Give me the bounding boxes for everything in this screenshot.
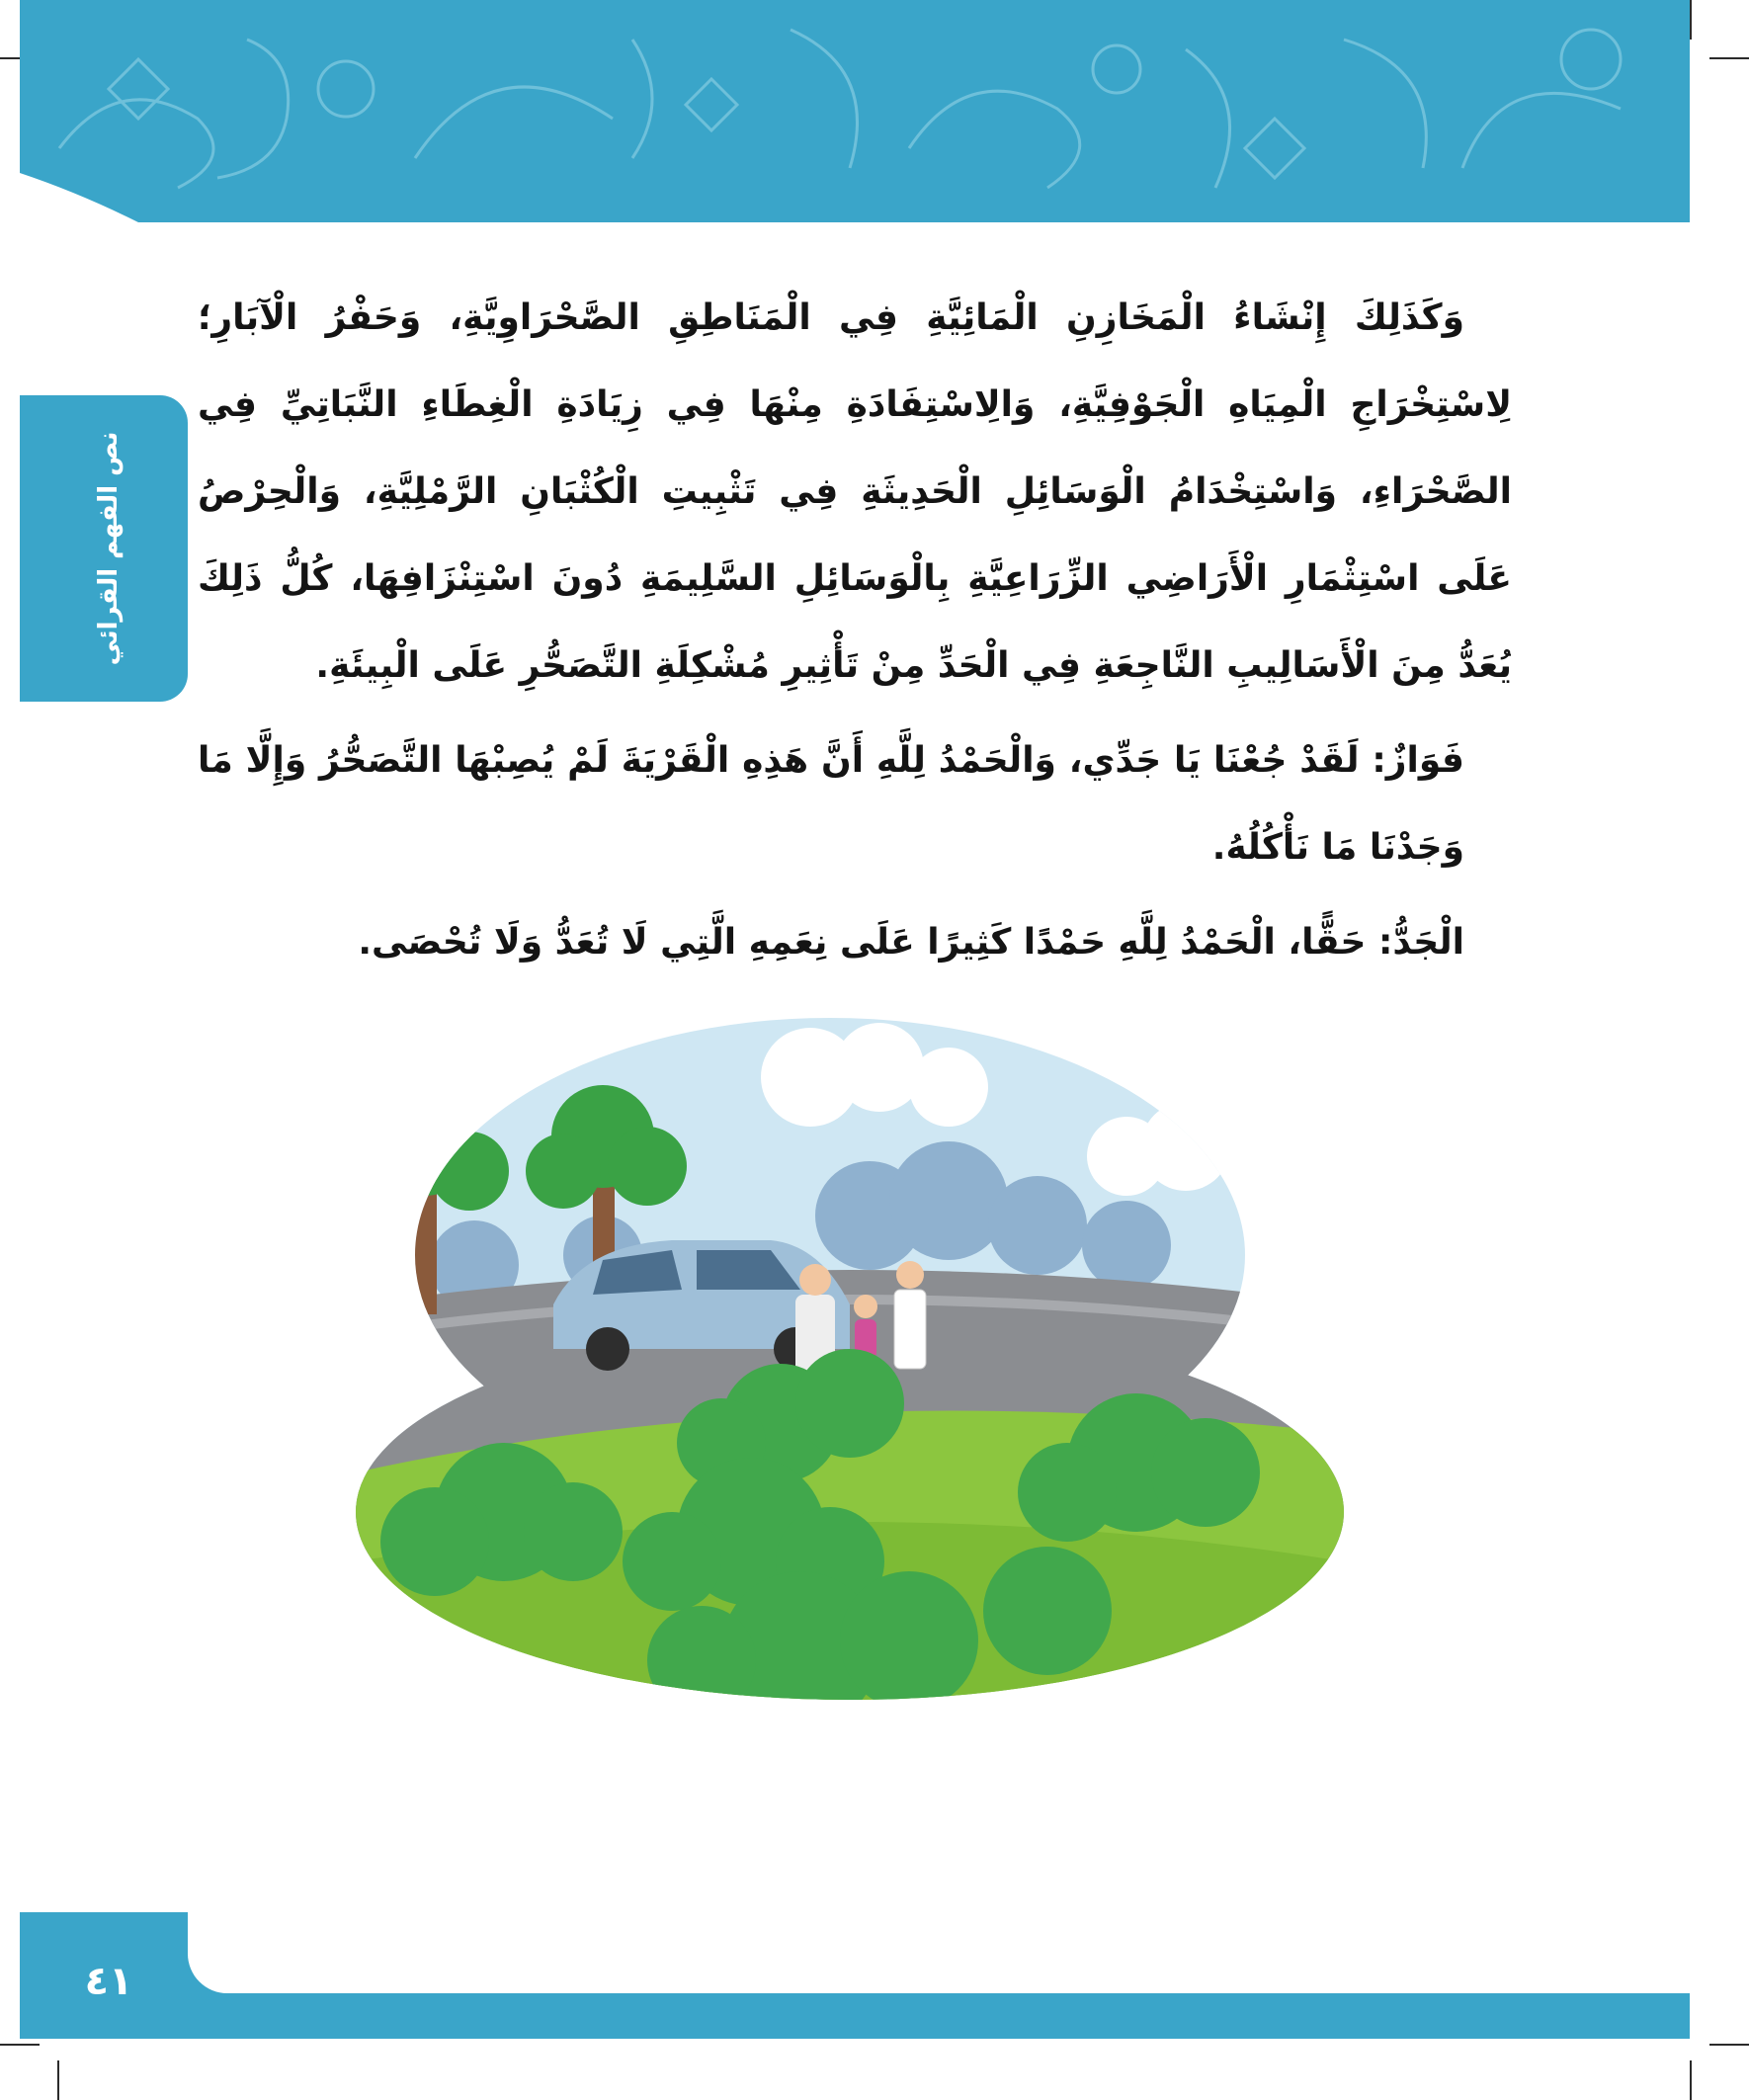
banner-pattern xyxy=(20,0,1690,222)
crop-mark xyxy=(1690,0,1692,40)
dialog-text-fawaz: لَقَدْ جُعْنَا يَا جَدِّي، وَالْحَمْدُ لِلَّهِ أَنَّ هَذِهِ الْقَرْيَةَ لَمْ يُصِبْهَا التَّصَحُّرُ وَإِلَّا مَا وَجَدْنَا مَا نَأْكُلُهُ. xyxy=(198,740,1464,868)
village-illustration xyxy=(356,1008,1344,1759)
paragraph-main xyxy=(198,275,1512,710)
paragraph-main-text: وَكَذَلِكَ إِنْشَاءُ الْمَخَازِنِ الْمَائِيَّةِ فِي الْمَنَاطِقِ الصَّحْرَاوِيَّةِ، وَحَفْرُ الْآبَارِ؛ لِاسْتِخْرَاجِ الْمِيَاهِ الْجَوْفِيَّةِ، وَالِاسْتِفَادَةِ مِنْهَا فِي زِيَادَةِ الْغِطَاءِ النَّبَاتِيِّ فِي الصَّحْرَاءِ، وَاسْتِخْدَامُ الْوَسَائِلِ الْحَدِيثَةِ فِي تَثْبِيتِ الْكُثْبَانِ الرَّمْلِيَّةِ، وَالْحِرْصُ عَلَى اسْتِثْمَارِ الْأَرَاضِي الزِّرَاعِيَّةِ بِالْوَسَائِلِ السَّلِيمَةِ دُونَ اسْتِنْزَافِهَا، كُلُّ ذَلِكَ يُعَدُّ مِنَ الْأَسَالِيبِ النَّاجِعَةِ فِي الْحَدِّ مِنْ تَأْثِيرِ مُشْكِلَةِ التَّصَحُّرِ عَلَى الْبِيئَةِ. xyxy=(198,297,1512,686)
dialog-text-grandfather: حَقًّا، الْحَمْدُ لِلَّهِ حَمْدًا كَثِيرًا عَلَى نِعَمِهِ الَّتِي لَا تُعَدُّ وَلَا تُحْصَى. xyxy=(358,922,1367,963)
crop-mark xyxy=(1709,57,1749,59)
bottom-bar-cutout xyxy=(188,1912,1690,1993)
speaker-grandfather: الْجَدُّ: xyxy=(1378,922,1464,963)
dialog-line-fawaz xyxy=(198,717,1512,891)
dialog-line-grandfather xyxy=(198,899,1512,986)
crop-mark xyxy=(0,2044,40,2046)
crop-mark xyxy=(1709,2044,1749,2046)
section-side-tab-label: نص الفهم القرائي xyxy=(94,431,124,666)
speaker-fawaz: فَوَازٌ: xyxy=(1372,740,1464,781)
crop-mark xyxy=(57,2060,59,2100)
top-banner xyxy=(20,0,1690,222)
crop-mark xyxy=(1690,2060,1692,2100)
page-number: ٤١ xyxy=(84,1959,133,2004)
reading-text xyxy=(198,275,1512,986)
